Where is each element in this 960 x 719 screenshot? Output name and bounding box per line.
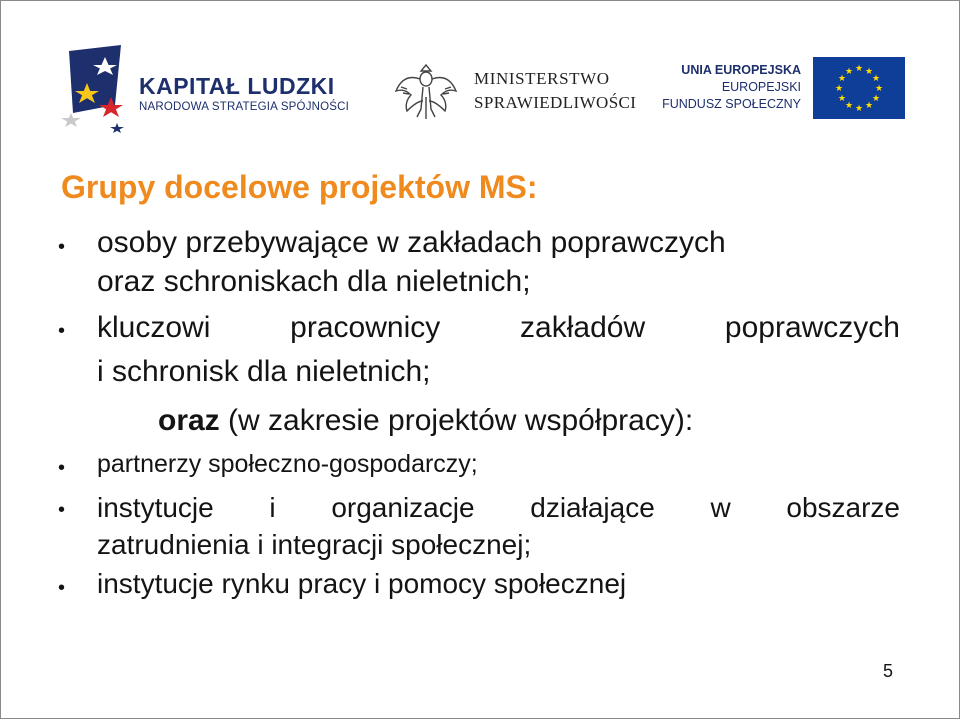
ministry-line1: MINISTERSTWO bbox=[474, 69, 610, 88]
page-number: 5 bbox=[883, 661, 894, 681]
sub-heading-bold: oraz bbox=[158, 404, 220, 437]
kapital-ludzki-subtitle: NARODOWA STRATEGIA SPÓJNOŚCI bbox=[139, 101, 350, 113]
svg-text:★: ★ bbox=[844, 67, 854, 77]
kapital-ludzki-logo bbox=[59, 43, 359, 139]
list-item-1-line1: osoby przebywające w zakładach poprawczych bbox=[97, 226, 726, 259]
eu-flag-icon bbox=[813, 57, 905, 119]
eu-line3: FUNDUSZ SPOŁECZNY bbox=[662, 97, 801, 111]
bullet-icon: • bbox=[58, 577, 66, 599]
svg-text:★: ★ bbox=[871, 74, 881, 84]
list-item-2-line2: i schronisk dla nieletnich; bbox=[97, 355, 431, 388]
sub-heading bbox=[158, 401, 693, 441]
list-item-1-line2: oraz schroniskach dla nieletnich; bbox=[97, 265, 531, 298]
svg-text:★: ★ bbox=[854, 64, 864, 74]
svg-text:★: ★ bbox=[874, 84, 884, 94]
eu-line2: EUROPEJSKI bbox=[721, 80, 801, 94]
svg-text:★: ★ bbox=[837, 74, 847, 84]
bullet-icon: • bbox=[58, 457, 66, 479]
svg-text:★: ★ bbox=[834, 84, 844, 94]
svg-text:★: ★ bbox=[854, 104, 864, 114]
slide-title: Grupy docelowe projektów MS: bbox=[61, 169, 538, 205]
svg-text:★: ★ bbox=[844, 101, 854, 111]
kapital-ludzki-name: KAPITAŁ LUDZKI bbox=[139, 73, 335, 99]
polish-eagle-icon bbox=[393, 57, 459, 123]
svg-text:★: ★ bbox=[864, 101, 874, 111]
svg-text:★: ★ bbox=[864, 67, 874, 77]
list-item-2-line1: kluczowi pracownicy zakładów poprawczych bbox=[97, 311, 900, 344]
eu-logo bbox=[662, 57, 905, 121]
list-item-4-line2: zatrudnienia i integracji społecznej; bbox=[97, 529, 532, 560]
list-item-3-line1: partnerzy społeczno-gospodarczy; bbox=[97, 450, 478, 478]
svg-text:★: ★ bbox=[871, 94, 881, 104]
list-item-5-line1: instytucje rynku pracy i pomocy społecznej bbox=[97, 568, 627, 599]
sub-heading-rest: (w zakresie projektów współpracy): bbox=[219, 404, 694, 437]
bullet-icon: • bbox=[58, 236, 66, 258]
kapital-ludzki-star-icon bbox=[59, 43, 137, 139]
ministry-line2: SPRAWIEDLIWOŚCI bbox=[474, 93, 637, 112]
eu-line1: UNIA EUROPEJSKA bbox=[681, 63, 801, 77]
bullet-icon: • bbox=[58, 320, 66, 342]
list-item-4-line1: instytucje i organizacje działające w obszarze bbox=[97, 492, 900, 523]
svg-text:★: ★ bbox=[837, 94, 847, 104]
ministry-logo bbox=[393, 57, 643, 127]
bullet-icon: • bbox=[58, 499, 66, 521]
